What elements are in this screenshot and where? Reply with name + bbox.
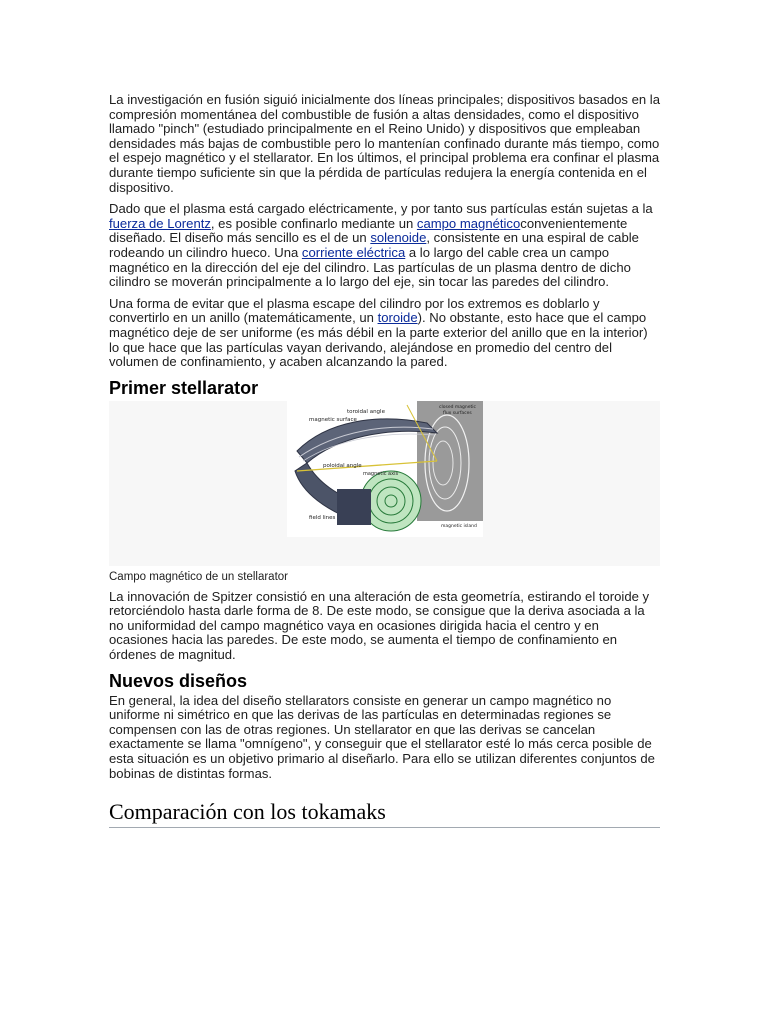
label-poloidal-angle: poloidal angle [323, 462, 362, 469]
heading-comparacion: Comparación con los tokamaks [109, 799, 660, 828]
label-closed-surfaces-1: closed magnetic [439, 404, 476, 410]
link-toroide[interactable]: toroide [377, 310, 418, 326]
paragraph-spitzer: La innovación de Spitzer consistió en una alteración de esta geometría, estirando el toroide y retorciéndolo hasta darle forma de 8. De este modo, se consigue que la deriva asociada a la no uniformidad del campo magnético vaya en ocasiones dirigida hacia el centro y en ocasiones hacia las paredes. De este modo, se aumenta el tiempo de confinamiento en órdenes de magnitud. [109, 588, 650, 663]
text-run: Dado que el plasma está cargado eléctricamente, y por tanto sus partículas están sujetas a la [109, 201, 653, 217]
article [109, 93, 660, 828]
link-corriente-electrica[interactable]: corriente eléctrica [301, 244, 406, 260]
link-solenoide[interactable]: solenoide [370, 230, 427, 246]
label-closed-surfaces-2: flux surfaces [443, 410, 472, 416]
text-run: , es posible confinarlo mediante un [210, 215, 417, 231]
paragraph-plasma [109, 202, 660, 290]
paragraph-toroide [109, 297, 660, 370]
heading-nuevos-disenos: Nuevos diseños [109, 670, 248, 691]
link-fuerza-de-lorentz[interactable]: fuerza de Lorentz [109, 215, 211, 231]
paragraph-intro: La investigación en fusión siguió inicialmente dos líneas principales; dispositivos basados en la compresión momentánea del combustible de fusión a altas densidades, como el dispositivo llamado "pinch" (estudiado principalmente en el Reino Unido) y dispositivos que empleaban densidades más bajas de combustible pero lo mantenían confinado durante más tiempo, como el espejo magnético y el stellarator. En los últimos, el principal problema era confinar el plasma durante tiempo suficiente sin que la pérdida de partículas redujera la energía contenida en el dispositivo. [109, 92, 660, 195]
label-magnetic-surface: magnetic surface [309, 416, 357, 423]
link-campo-magnetico[interactable]: campo magnético [416, 215, 521, 231]
text-run: Una forma de evitar que el plasma escape del cilindro por los extremos es doblarlo y convertirlo en un anillo (matemáticamente, un [109, 295, 600, 326]
text-run: convenientemente diseñado. El diseño más sencillo es el de un [109, 215, 628, 246]
label-magnetic-axis: magnetic axis [363, 470, 399, 477]
label-toroidal-angle: toroidal angle [347, 408, 385, 415]
figure-stellarator [109, 401, 660, 566]
label-magnetic-island: magnetic island [441, 523, 477, 529]
text-run: a lo largo del cable crea un campo magnético en la dirección del eje del cilindro. Las partículas de un plasma dentro de dicho cilindro se moverán principalmente a lo largo del eje, sin tocar las paredes del cilindro. [109, 244, 631, 290]
stellarator-diagram[interactable] [287, 401, 483, 537]
heading-primer-stellarator: Primer stellarator [109, 377, 259, 398]
text-run: ). No obstante, esto hace que el campo magnético deje de ser uniforme (es más débil en la parte exterior del anillo que en la interior) lo que hace que las partículas vayan derivando, alejándose en promedio del centro del volumen de confinamiento, y acaben alcanzando la pared. [109, 310, 648, 370]
paragraph-nuevos: En general, la idea del diseño stellarators consiste en generar un campo magnético no uniforme ni simétrico en que las derivas de las partículas en determinadas regiones se compensen con las de otras regiones. Un stellarator en que las derivas se cancelan exactamente se llama "omnígeno", y conseguir que el stellarator esté lo más cerca posible de esta situación es un objetivo primario al diseñarlo. Para ello se utilizan diferentes conjuntos de bobinas de distintas formas. [109, 692, 655, 781]
label-field-lines: field lines [309, 514, 336, 521]
text-run: , consistente en una espiral de cable rodeando un cilindro hueco. Una [109, 230, 639, 260]
figure-caption: Campo magnético de un stellarator [109, 570, 288, 583]
